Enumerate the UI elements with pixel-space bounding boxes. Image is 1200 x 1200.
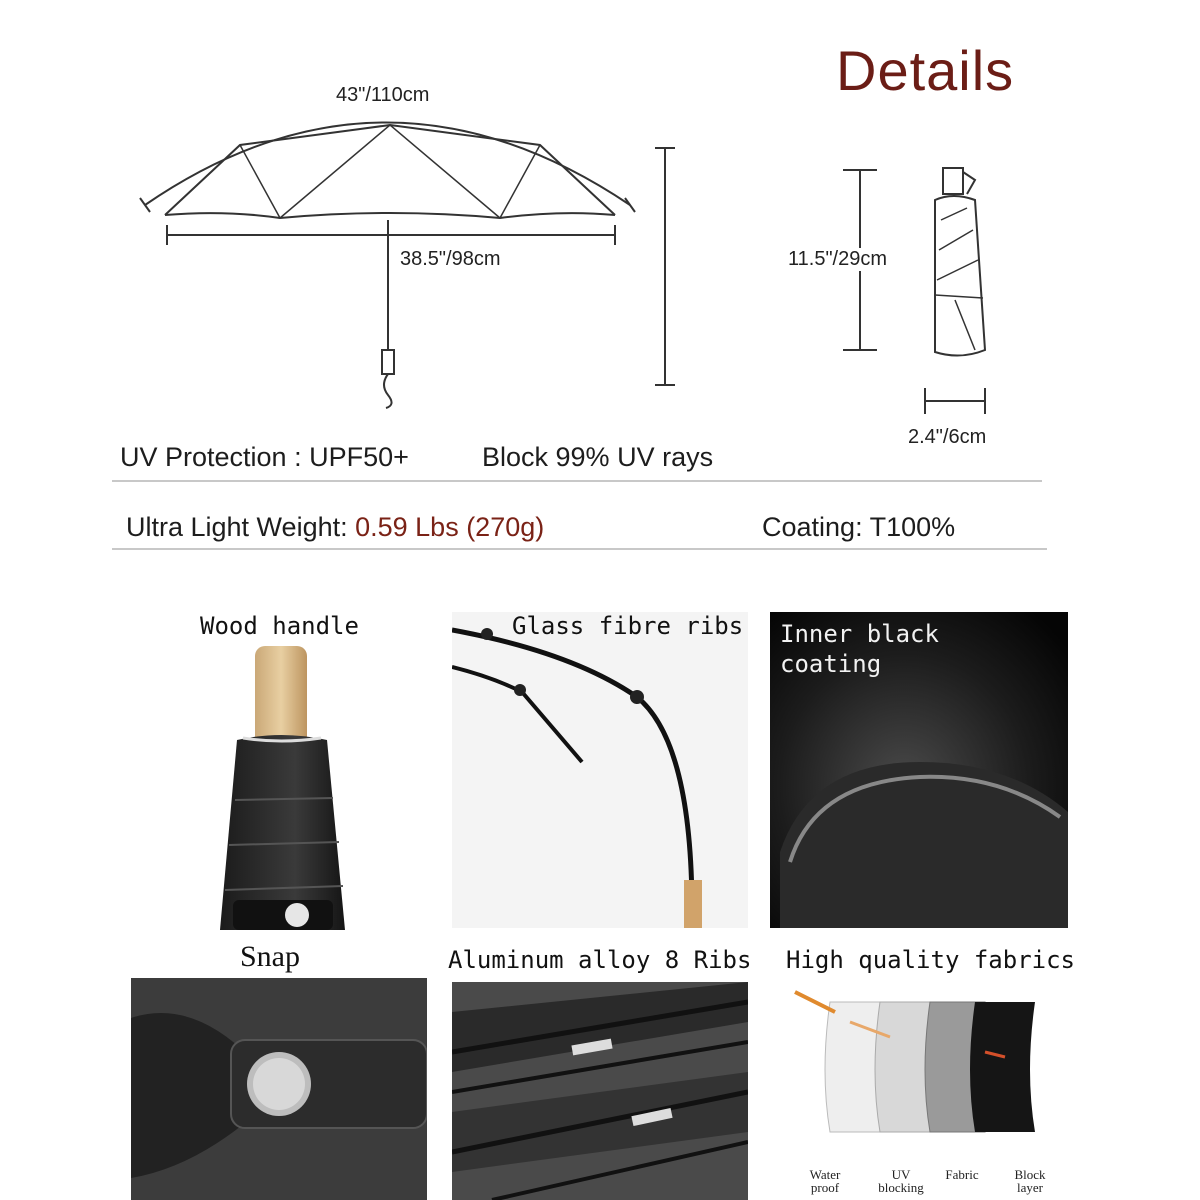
snap-image xyxy=(131,978,427,1200)
glass-fibre-ribs-image xyxy=(452,612,748,928)
glass-fibre-ribs-caption: Glass fibre ribs xyxy=(512,612,744,640)
folded-length-label: 11.5"/29cm xyxy=(784,248,891,271)
length-dimension-label: 38.5"/98cm xyxy=(396,248,505,271)
weight-label: Ultra Light Weight: xyxy=(126,512,356,542)
inner-coating-caption-line1: Inner black xyxy=(780,620,939,648)
fabrics-caption: High quality fabrics xyxy=(786,946,1075,974)
folded-umbrella-diagram xyxy=(835,160,1035,425)
aluminum-ribs-caption: Aluminum alloy 8 Ribs xyxy=(448,946,752,974)
weight-spec xyxy=(126,512,544,543)
page-title: Details xyxy=(836,39,1015,102)
folded-diameter-label: 2.4"/6cm xyxy=(904,426,990,449)
wood-handle-image xyxy=(215,640,355,935)
divider xyxy=(112,480,1042,482)
coating-text: Coating: T100% xyxy=(762,512,956,542)
fabric-layer-label: Block layer xyxy=(1014,1167,1046,1195)
aluminum-ribs-image xyxy=(452,982,748,1200)
inner-coating-caption-line2: coating xyxy=(780,650,882,678)
uv-block-text: Block 99% UV rays xyxy=(482,442,714,472)
fabric-layer-label: Water proof xyxy=(809,1167,841,1195)
uv-protection-text: UV Protection : UPF50+ xyxy=(120,442,409,472)
weight-value: 0.59 Lbs (270g) xyxy=(355,512,545,542)
fabric-layer-label: UV blocking xyxy=(878,1167,924,1195)
divider xyxy=(112,548,1047,550)
snap-caption: Snap xyxy=(240,940,300,973)
span-dimension-label: 43"/110cm xyxy=(332,84,433,107)
fabric-layers-image xyxy=(790,982,1050,1142)
open-umbrella-diagram xyxy=(130,80,710,410)
wood-handle-caption: Wood handle xyxy=(200,612,359,640)
fabric-layer-label: Fabric xyxy=(945,1167,979,1182)
